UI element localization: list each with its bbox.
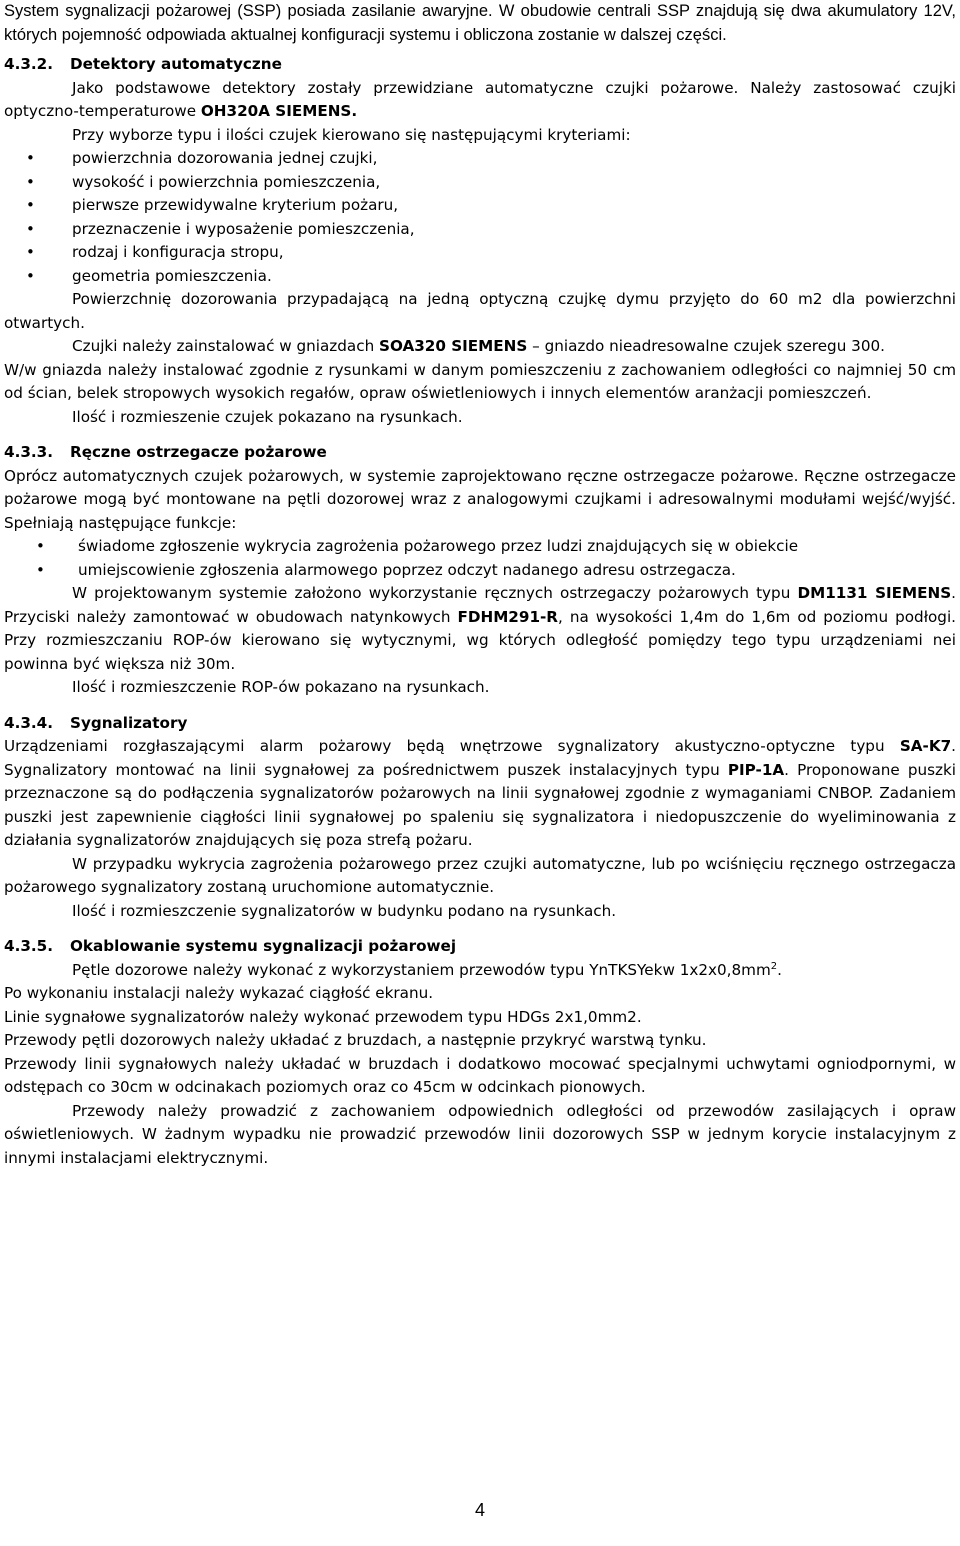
- paragraph: [4, 582, 956, 676]
- paragraph: [4, 959, 956, 983]
- section-number: 4.3.3.: [4, 443, 54, 461]
- text-run: Jako podstawowe detektory zostały przewidziane automatyczne czujki pożarowe. Należy zastosować czujki optyczno-temperaturowe: [4, 78, 956, 120]
- paragraph: W przypadku wykrycia zagrożenia pożarowego przez czujki automatyczne, lub po wciśnięciu ręcznego ostrzegacza pożarowego sygnalizatory zostaną uruchomione automatycznie.: [4, 854, 956, 896]
- intro-paragraph: System sygnalizacji pożarowej (SSP) posiada zasilanie awaryjne. W obudowie centrali SSP znajdują się dwa akumulatory 12V, których pojemność odpowiada aktualnej konfiguracji systemu i obliczona zostanie w dalszej części.: [4, 2, 956, 44]
- section-heading-4-3-5: [4, 935, 956, 959]
- text-run: .: [777, 960, 782, 979]
- superscript: 2: [770, 960, 778, 972]
- section-title: Ręczne ostrzegacze pożarowe: [70, 443, 327, 461]
- paragraph: Przewody pętli dozorowych należy układać z bruzdach, a następnie przykryć warstwą tynku.: [4, 1031, 707, 1049]
- text-run: . Sygnalizatory montować na linii sygnałowej za pośrednictwem puszek instalacyjnych typu: [4, 737, 956, 779]
- text-run: Czujki należy zainstalować w gniazdach: [72, 337, 380, 355]
- paragraph: Przy wyborze typu i ilości czujek kierowano się następującymi kryteriami:: [72, 125, 631, 144]
- text-run: W projektowanym systemie założono wykorzystanie ręcznych ostrzegaczy pożarowych typu: [72, 584, 798, 602]
- paragraph: Ilość i rozmieszczenie sygnalizatorów w budynku podano na rysunkach.: [72, 901, 617, 920]
- paragraph: W/w gniazda należy instalować zgodnie z rysunkami w danym pomieszczeniu z zachowaniem odległości co najmniej 50 cm od ścian, belek stropowych wysokich regałów, opraw oświetleniowych i innych elementów aranżacji pomieszczeń.: [4, 360, 956, 402]
- text-run: . Proponowane puszki przeznaczone są do podłączenia sygnalizatorów pożarowych na linii sygnałowej zgodnie z wymaganiami CNBOP. Zadaniem puszki jest zapewnienie ciągłości linii sygnałowej po spaleniu się sygnalizatora i niedopuszczenie do wyeliminowania z działania sygnalizatorów znajdujących się poza strefą pożaru.: [4, 760, 956, 849]
- section-title: Sygnalizatory: [70, 713, 188, 732]
- paragraph: Powierzchnię dozorowania przypadającą na jedną optyczną czujkę dymu przyjęto do 60 m2 dla powierzchni otwartych.: [4, 290, 956, 332]
- page-number: 4: [474, 1500, 485, 1520]
- paragraph: Linie sygnałowe sygnalizatorów należy wykonać przewodem typu HDGs 2x1,0mm2.: [4, 1007, 642, 1026]
- text-run: Urządzeniami rozgłaszającymi alarm pożarowy będą wnętrzowe sygnalizatory akustyczno-optyczne typu: [4, 737, 900, 755]
- list-item: • rodzaj i konfiguracja stropu,: [4, 241, 956, 265]
- text-run: , na wysokości 1,4m do 1,6m od poziomu podłogi. Przy rozmieszczaniu ROP-ów kierowano się wytycznymi, wg których odległość pomiędzy tego typu urządzeniami nei powinna być większa niż 30m.: [4, 607, 956, 673]
- section-heading-4-3-2: [4, 53, 956, 77]
- paragraph: [4, 735, 956, 853]
- product-name: DM1131 SIEMENS: [797, 584, 952, 602]
- section-heading-4-3-4: [4, 712, 956, 736]
- product-name: SA-K7: [899, 737, 952, 755]
- section-title: Okablowanie systemu sygnalizacji pożarowej: [70, 937, 457, 955]
- list-item: • przeznaczenie i wyposażenie pomieszczenia,: [4, 218, 956, 242]
- list-item: • powierzchnia dozorowania jednej czujki,: [4, 147, 956, 171]
- paragraph: [4, 77, 956, 124]
- product-name: OH320A SIEMENS.: [200, 102, 358, 120]
- section-number: 4.3.5.: [4, 937, 54, 955]
- paragraph: Oprócz automatycznych czujek pożarowych, w systemie zaprojektowano ręczne ostrzegacze pożarowe. Ręczne ostrzegacze pożarowe mogą być montowane na pętli dozorowej wraz z analogowymi czujkami i adresowalnymi modułami wejść/wyjść. Spełniają następujące funkcje:: [4, 466, 956, 532]
- paragraph: Ilość i rozmieszenie czujek pokazano na rysunkach.: [72, 407, 463, 426]
- list-item: • pierwsze przewidywalne kryterium pożaru,: [4, 194, 956, 218]
- text-run: Pętle dozorowe należy wykonać z wykorzystaniem przewodów typu YnTKSYekw 1x2x0,8mm: [72, 960, 771, 979]
- paragraph: Przewody linii sygnałowych należy układać w bruzdach i dodatkowo mocować specjalnymi uchwytami ogniodpornymi, w odstępach co 30cm w odcinakach poziomych oraz co 45cm w odcinkach pionowych.: [4, 1054, 956, 1096]
- list-item: • geometria pomieszczenia.: [4, 265, 956, 289]
- paragraph: Przewody należy prowadzić z zachowaniem odpowiednich odległości od przewodów zasilających i opraw oświetleniowych. W żadnym wypadku nie prowadzić przewodów linii dozorowych SSP w jednym korycie instalacyjnym z innymi instalacjami elektrycznymi.: [4, 1101, 956, 1167]
- product-name: SOA320 SIEMENS: [379, 337, 528, 355]
- paragraph: Ilość i rozmieszczenie ROP-ów pokazano na rysunkach.: [72, 678, 490, 696]
- list-item: • wysokość i powierzchnia pomieszczenia,: [4, 171, 956, 195]
- section-title: Detektory automatyczne: [70, 55, 282, 73]
- text-run: . Przyciski należy zamontować w obudowach natynkowych: [4, 584, 956, 626]
- functions-list: [4, 535, 956, 582]
- product-name: PIP-1A: [727, 760, 785, 779]
- list-item: • umiejscowienie zgłoszenia alarmowego poprzez odczyt nadanego adresu ostrzegacza.: [4, 559, 956, 583]
- product-name: FDHM291-R: [457, 607, 559, 626]
- section-heading-4-3-3: [4, 441, 956, 465]
- section-number: 4.3.2.: [4, 55, 54, 73]
- list-item: • świadome zgłoszenie wykrycia zagrożenia pożarowego przez ludzi znajdujących się w obiekcie: [4, 535, 956, 559]
- document-page: [4, 0, 956, 1170]
- criteria-list: [4, 147, 956, 288]
- text-run: – gniazdo nieadresowalne czujek szeregu 300.: [527, 337, 885, 355]
- paragraph: Po wykonaniu instalacji należy wykazać ciągłość ekranu.: [4, 984, 434, 1002]
- paragraph: [4, 335, 956, 359]
- section-number: 4.3.4.: [4, 713, 54, 732]
